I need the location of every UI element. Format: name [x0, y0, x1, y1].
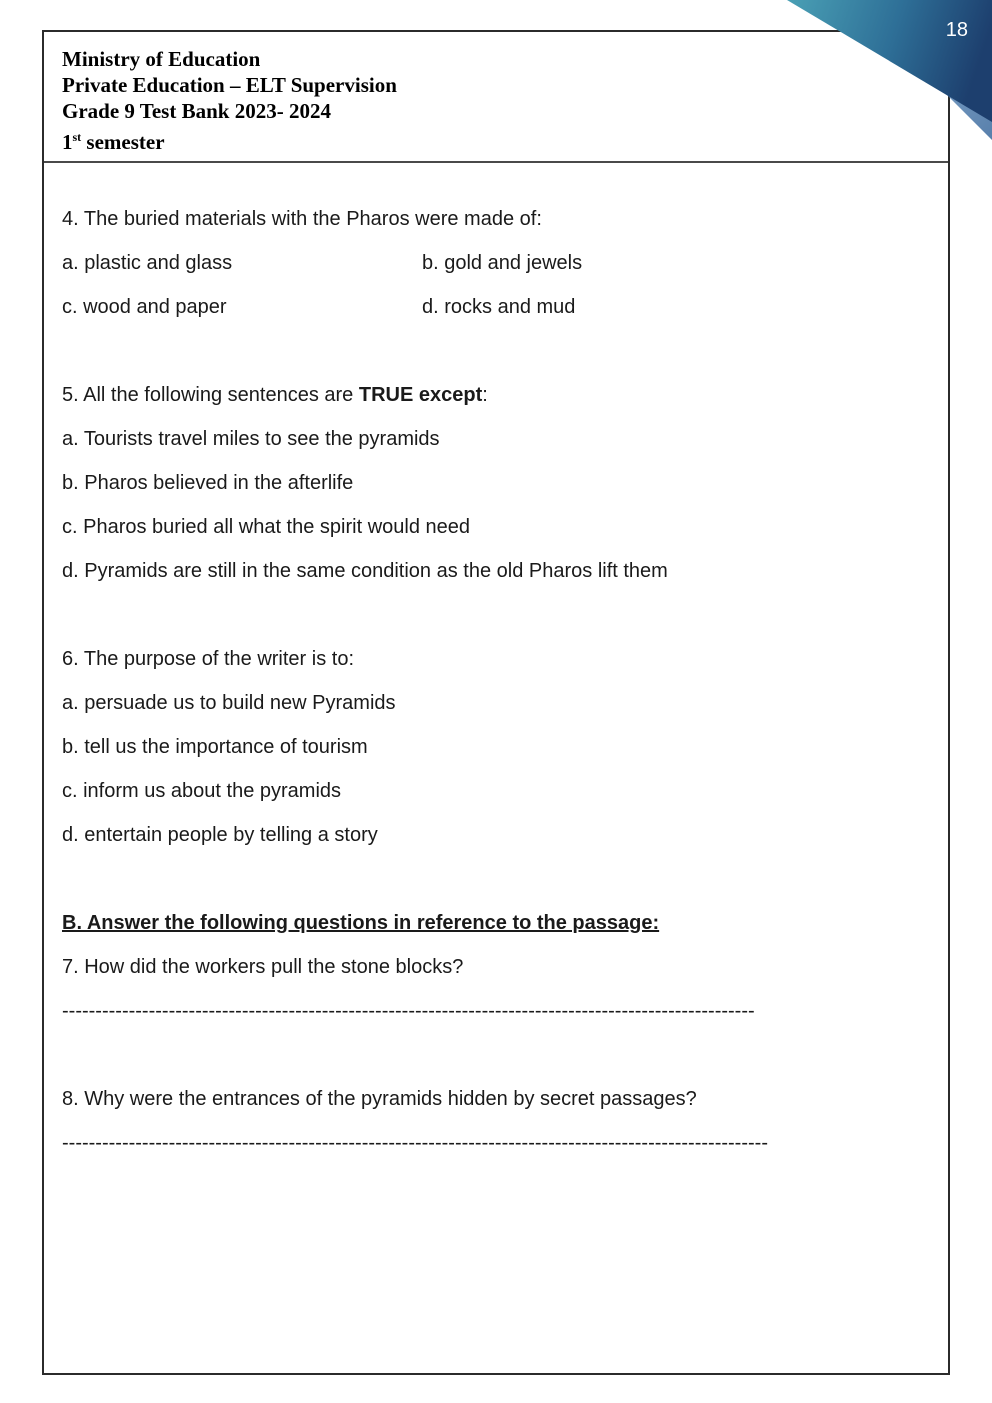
- question-5-option-a: a. Tourists travel miles to see the pyramids: [62, 428, 440, 450]
- question-4-options-row-2: [62, 293, 930, 321]
- page-number: 18: [945, 19, 968, 41]
- question-8-answer-line: ----------------------------------------------------------------------------------------------------------: [62, 1132, 768, 1154]
- header-ministry: Ministry of Education: [62, 47, 261, 71]
- question-5-stem: [62, 381, 930, 409]
- semester-number: 1: [62, 130, 73, 154]
- question-content: [44, 205, 948, 1157]
- question-6-option-d: d. entertain people by telling a story: [62, 824, 378, 846]
- section-b-heading: B. Answer the following questions in reference to the passage:: [62, 912, 660, 934]
- header-department: Private Education – ELT Supervision: [62, 73, 397, 97]
- question-5-stem-suffix: :: [482, 384, 488, 406]
- page-border-frame: [42, 30, 950, 1375]
- question-6-option-b: b. tell us the importance of tourism: [62, 736, 368, 758]
- question-5-option-b: b. Pharos believed in the afterlife: [62, 472, 354, 494]
- question-5-option-d: d. Pyramids are still in the same condition as the old Pharos lift them: [62, 560, 668, 582]
- semester-ordinal-suffix: st: [72, 130, 82, 144]
- question-4-option-d: d. rocks and mud: [422, 296, 576, 318]
- question-7-answer-line: --------------------------------------------------------------------------------------------------------: [62, 1000, 755, 1022]
- header-testbank: Grade 9 Test Bank 2023- 2024: [62, 99, 331, 123]
- question-7-stem: 7. How did the workers pull the stone blocks?: [62, 956, 464, 978]
- question-8-stem: 8. Why were the entrances of the pyramids hidden by secret passages?: [62, 1088, 697, 1110]
- question-6-stem: 6. The purpose of the writer is to:: [62, 648, 355, 670]
- question-5-option-c: c. Pharos buried all what the spirit would need: [62, 516, 471, 538]
- question-4-options-row-1: [62, 249, 930, 277]
- question-4-option-b: b. gold and jewels: [422, 252, 583, 274]
- question-5-stem-bold: TRUE except: [358, 384, 483, 406]
- question-5-stem-prefix: 5. All the following sentences are: [62, 384, 359, 406]
- question-6-option-a: a. persuade us to build new Pyramids: [62, 692, 396, 714]
- question-4-stem: 4. The buried materials with the Pharos were made of:: [62, 208, 542, 230]
- question-4-option-c: c. wood and paper: [62, 296, 227, 318]
- question-6-option-c: c. inform us about the pyramids: [62, 780, 342, 802]
- question-4-option-a: a. plastic and glass: [62, 252, 233, 274]
- semester-label: semester: [81, 130, 165, 154]
